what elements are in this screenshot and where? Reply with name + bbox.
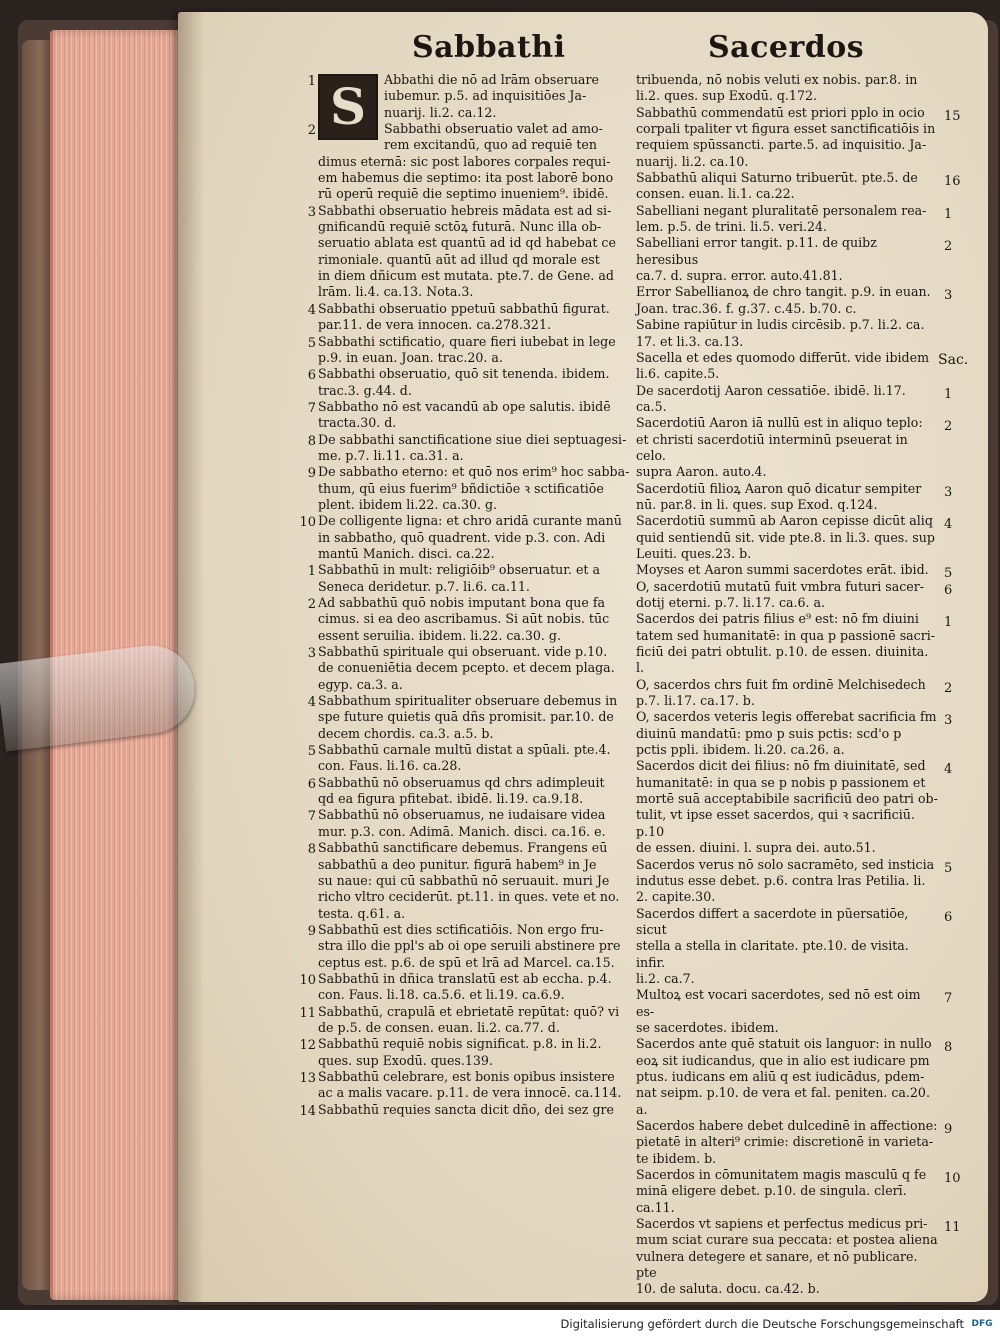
index-entry [636,1118,953,1167]
index-entry [636,72,938,105]
index-entry [636,1216,961,1298]
entry-number: 7 [307,400,316,416]
index-entry [636,709,953,758]
index-entry [299,1036,630,1069]
entry-number: 4 [944,762,953,778]
entry-text: Sabbathi obseruatio hebreis mādata est ad si- gnificandū requiē sctōꝝ futurā. Nunc illa ob- seruatio ablata est quantū ad id qd habebat ce rimoniale. quantū aūt ad illud qd morale est in diem dñicum est mutata. pte.7. de Gene. ad lrām. li.4. ca.13. Nota.3. [318,202,616,300]
index-entry [636,170,961,203]
entry-text: De sacerdotij Aaron cessatiōe. ibidē. li.17. ca.5. [636,382,906,414]
entry-text: Sabbathū in mult: religiōib⁹ obseruatur. et a Seneca deridetur. p.7. li.6. ca.11. [318,562,600,594]
entry-number: 10 [299,972,316,988]
index-entry [299,1068,630,1102]
index-entry [299,513,630,562]
entry-text: Sacerdos differt a sacerdote in pũersatiōe, sicut stella a stella in claritate. pte.10. de visita. infir. li.2. ca.7. [636,905,909,986]
entry-number: 1 [944,386,953,402]
entry-number: 5 [307,335,316,351]
entry-number: 3 [944,288,953,304]
entry-text: O, sacerdos veteris legis offerebat sacrificia fm diuinū mandatū: pmo p suis pctis: scd'o p pctis ppli. ibidem. li.20. ca.26. a. [636,709,937,758]
entry-text: Sabbathū requiē nobis significat. p.8. in li.2. ques. sup Exodū. ques.139. [318,1036,602,1068]
entry-text: Sabbathū commendatū est priori pplo in ocio corpali tpaliter vt figura esset sanctificatiōis in requiem spūssancti. parte.5. ad inquisitio. Ja- nuarij. li.2. ca.10. [636,104,936,169]
entry-number: 6 [944,582,953,598]
entry-number: 1 [307,74,316,89]
entry-number: 4 [307,302,316,318]
index-entry [636,104,961,170]
entry-number: 8 [307,842,316,858]
entry-number: 14 [299,1103,316,1119]
index-entry [307,333,630,367]
entry-text: Sacerdos dei patris filius e⁹ est: nō fm diuini tatem sed humanitatē: in qua p passionē sacri- ficiū dei patri obtulit. p.10. de essen. diuinita. l. [636,611,936,676]
entry-number: 12 [299,1038,316,1054]
index-entry [307,921,630,971]
index-entry [299,1003,630,1037]
entry-text: Moyses et Aaron summi sacerdotes erāt. ibid. [636,562,929,578]
entry-number: 7 [307,809,316,825]
entry-text: Abbathi die nō ad lrām obseruare iubemur. p.5. ad inquisitiōes Ja- nuarij. li.2. ca.12. [384,72,599,120]
entry-text: Sacerdos verus nō solo sacramēto, sed insticia indutus esse debet. p.6. contra lras Petilia. li. 2. capite.30. [636,856,935,905]
digitization-footer [0,1314,1000,1336]
entry-text: Sabbathum spiritualiter obseruare debemus in spe future quietis quā dñs promisit. par.10. de decem chordis. ca.3. a.5. b. [318,693,618,741]
index-column-right [636,72,961,1298]
entry-number: 2 [307,597,316,612]
entry-number: 2 [944,419,953,435]
entry-number: 10 [944,1171,961,1187]
entry-text: De sabbathi sanctificatione siue diei septuagesi- me. p.7. li.11. ca.31. a. [318,431,627,463]
entry-number: 8 [944,1040,953,1056]
entry-number: 5 [307,744,316,760]
entry-text: Sabbathū nō obseruamus qd chrs adimpleuit qd ea figura pfitebat. ibidē. li.19. ca.9.18. [318,774,605,807]
entry-number: 11 [944,1220,961,1236]
entry-number: 4 [944,517,953,533]
entry-text: Sabbathū in dñica translatū est ab eccha. p.4. con. Faus. li.18. ca.5.6. et li.19. ca.6.9. [318,970,612,1003]
entry-text: Sabelliani error tangit. p.11. de quibz heresibus ca.7. d. supra. error. auto.41.81. [636,235,877,284]
index-entry [307,121,630,203]
index-entry [636,317,938,350]
entry-text: Sacerdotiū filioꝝ Aaron quō dicatur sempiter nū. par.8. in li. ques. sup Exod. q.124. [636,480,922,512]
entry-number: 9 [944,1122,953,1137]
entry-number: 6 [307,776,316,792]
entry-text: Ad sabbathū quō nobis imputant bona que fa cimus. si ea deo ascribamus. Si aūt nobis. tūc essent seruilia. ibidem. li.22. ca.30. g. [318,595,610,643]
index-entry [636,284,953,317]
entry-text: Sabbathū celebrare, est bonis opibus insistere ac a malis vacare. p.11. de vera innocē. ca.114. [318,1068,622,1101]
entry-number: 7 [944,991,953,1007]
entry-text: Sabelliani negant pluralitatē personalem rea- lem. p.5. de trini. li.5. veri.24. [636,202,927,235]
entry-text: Sacella et edes quomodo differūt. vide ibidem li.6. capite.5. [636,349,930,382]
index-entry [636,611,953,676]
entry-number: 2 [307,123,316,139]
entry-text: O, sacerdotiū mutatū fuit vmbra futuri sacer- dotij eterni. p.7. li.17. ca.6. a. [636,578,924,610]
index-entry [307,562,630,595]
entry-text: Sacerdos dicit dei filius: nō fm diuinitatē, sed humanitatē: in qua se p nobis p passionem et mortē suā acceptabibile sacrificiū deo patri ob- tulit, vt ipse esset sacerdos, qui ꝛ sacrificiū. p.10 de essen. diuini. l. supra dei. auto.51. [636,758,938,856]
entry-number: 1 [944,615,953,631]
index-entry [307,693,630,742]
entry-text: Sacerdos in cōmunitatem magis masculū q fe minā eligere debet. p.10. de singula. clerī. ca.11. [636,1167,927,1215]
entry-text: O, sacerdos chrs fuit fm ordinē Melchisedech p.7. li.17. ca.17. b. [636,676,926,709]
entry-number: 3 [307,204,316,220]
index-entry [636,235,953,284]
index-entry [636,562,953,582]
index-entry [307,72,630,136]
index-entry [636,382,953,416]
index-entry [636,578,953,612]
entry-text: Sabbathū nō obseruamus, ne iudaisare videa mur. p.3. con. Adimā. Manich. disci. ca.16. e. [318,807,606,839]
entry-number: 16 [944,174,961,190]
entry-text: Sabbathū spirituale qui obseruant. vide p.10. de conueniētia decem pcepto. et decem plaga. egyp. ca.3. a. [318,644,615,692]
index-entry [636,480,953,514]
entry-text: Sacerdos ante quē statuit ois languor: in nullo eoꝝ sit iudicandus, que in alio est iudicare pm ptus. iudicans em aliū q est iudicādus, pdem- nat seipm. p.10. de vera et fal. peniten. ca.20. a. [636,1036,932,1117]
entry-number: 9 [307,923,316,939]
entry-number: 1 [307,564,316,580]
index-entry [299,1101,630,1119]
entry-number: 6 [944,909,953,925]
entry-number: 13 [299,1070,316,1086]
entry-text: Sabine rapiūtur in ludis circēsib. p.7. li.2. ca. 17. et li.3. ca.13. [636,317,925,349]
entry-number: 3 [944,484,953,500]
index-entry [307,840,630,922]
index-entry [307,595,630,644]
entry-text: Sacerdotiū Aaron iā nullū est in aliquo teplo: et christi sacerdotiū interminū pseuerat in celo. supra Aaron. auto.4. [636,415,923,480]
entry-text: Sabbathū est dies sctificatiōis. Non ergo fru- stra illo die ppl's ab oi ope seruili abstinere pre ceptus est. p.6. de spū et lrā ad Marcel. ca.15. [318,921,621,970]
running-head-right: Sacerdos [708,30,865,65]
entry-text: Sabbatho nō est vacandū ab ope salutis. ibidē tracta.30. d. [318,398,611,431]
index-entry [307,300,630,334]
index-entry [307,464,630,513]
entry-text: Sacerdos habere debet dulcedinē in affectione: pietatē in alteri⁹ crimie: discretionē in varieta- te ibidem. b. [636,1118,938,1166]
entry-text: Multoꝝ est vocari sacerdotes, sed nō est oim es- se sacerdotes. ibidem. [636,987,921,1035]
entry-number: 10 [299,515,316,531]
entry-text: Sabbathū aliqui Saturno tribuerūt. pte.5. de consen. euan. li.1. ca.22. [636,170,918,202]
entry-text: Sacerdos vt sapiens et perfectus medicus pri- mum sciat curare sua peccata: et postea aliena vulnera detegere et sanare, et nō publicare. pte 10. de saluta. docu. ca.42. b. [636,1216,938,1297]
entry-number: 8 [307,433,316,449]
index-entry [307,431,630,465]
index-entry [307,774,630,808]
index-entry [307,742,630,775]
margin-note: Sac. [938,352,969,368]
index-entry [307,644,630,693]
entry-number: 11 [299,1005,316,1021]
index-entry [636,202,953,236]
entry-text: Sabbathū, crapulā et ebrietatē repūtat: quō? vi de p.5. de consen. euan. li.2. ca.77. d. [318,1003,620,1035]
entry-text: tribuenda, nō nobis veluti ex nobis. par.8. in li.2. ques. sup Exodū. q.172. [636,72,918,104]
index-entry [636,513,953,562]
index-column-left [299,72,630,1119]
dfg-logo: DFG [971,1319,993,1329]
entry-number: 2 [944,239,953,255]
entry-text: Sabbathi obseruatio, quō sit tenenda. ibidem. trac.3. g.44. d. [318,366,610,398]
entry-text: Sabbathi sctificatio, quare fieri iubebat in lege p.9. in euan. Joan. trac.20. a. [318,333,616,365]
entry-text: De colligente ligna: et chro aridā curante manū in sabbatho, quō quadrent. vide p.3. con. Adi mantū Manich. disci. ca.22. [318,513,622,561]
index-entry [307,202,630,301]
entry-number: 4 [307,695,316,711]
index-entry [636,856,953,906]
entry-number: 2 [944,680,953,696]
index-entry [636,1167,961,1216]
entry-number: 5 [944,860,953,876]
index-entry [307,807,630,840]
entry-text: Error Sabellianoꝝ de chro tangit. p.9. in euan. Joan. trac.36. f. g.37. c.45. b.70. c. [636,284,931,316]
index-entry [307,366,630,399]
index-entry [636,987,953,1036]
entry-text: Sabbathū requies sancta dicit dño, dei sez gre [318,1101,614,1117]
entry-text: Sabbathū sanctificare debemus. Frangens eū sabbathū a deo punitur. figurā habem⁹ in Je su naue: qui cū sabbathū nō seruauit. muri Je richo vltro ceciderūt. pt.11. in ques. vete et no. testa. q.61. a. [318,840,620,921]
entry-number: 15 [944,108,961,124]
index-entry [636,1036,953,1118]
index-entry [636,350,938,383]
entry-number: 9 [307,466,316,482]
entry-text: Sacerdotiū summū ab Aaron cepisse dicūt aliq quid sentiendū sit. vide pte.8. in li.3. ques. sup Leuiti. ques.23. b. [636,513,935,561]
index-entry [636,676,953,710]
entry-text: Sabbathi obseruatio ppetuū sabbathū figurat. par.11. de vera innocen. ca.278.321. [318,300,610,333]
entry-number: 3 [944,713,953,729]
entry-text: Sabbathū carnale multū distat a spūali. pte.4. con. Faus. li.16. ca.28. [318,742,611,774]
footer-credit: Digitalisierung gefördert durch die Deutsche Forschungsgemeinschaft [560,1317,964,1331]
entry-number: 3 [307,646,316,662]
decorated-initial: S [318,74,378,140]
running-head-left: Sabbathi [412,30,566,65]
index-entry [636,905,953,988]
entry-number: 6 [307,368,316,384]
entry-text: De sabbatho eterno: et quō nos erim⁹ hoc sabba- thum, qū eius fuerim⁹ bñdictiōe ꝛ sctificatiōe plent. ibidem li.22. ca.30. g. [318,464,630,512]
entry-text: Sabbathi obseruatio valet ad amo- rem excitandū, quo ad requiē ten dimus eternā: sic post labores corpales requi- em habemus die septimo: ita post laborē bono rū operū requiē die septimo inueniem⁹. ibidē. [318,121,614,202]
entry-number: 5 [944,566,953,582]
index-entry [299,970,630,1004]
index-entry [636,415,953,480]
index-entry [307,398,630,432]
index-entry [636,758,953,856]
entry-number: 1 [944,206,953,222]
